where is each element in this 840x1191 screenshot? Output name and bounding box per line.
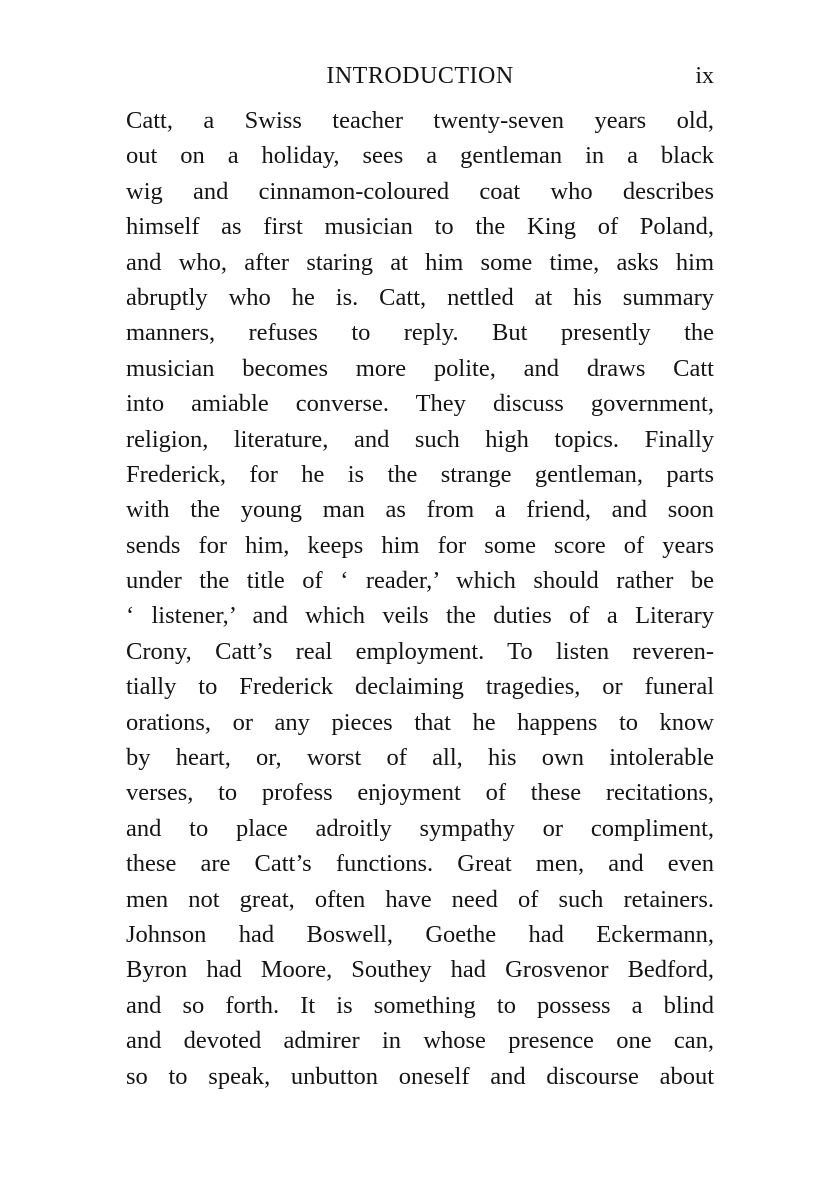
text-line: wig and cinnamon-coloured coat who describes (126, 177, 714, 205)
text-line: Frederick, for he is the strange gentleman, parts (126, 460, 714, 488)
text-line: Byron had Moore, Southey had Grosvenor Bedford, (126, 956, 714, 984)
running-title: INTRODUCTION (326, 63, 514, 89)
text-line: religion, literature, and such high topics. Finally (126, 425, 714, 453)
body-text (126, 103, 714, 1094)
text-line: men not great, often have need of such retainers. (126, 885, 714, 913)
text-line: musician becomes more polite, and draws Catt (126, 354, 714, 382)
text-line: and devoted admirer in whose presence one can, (126, 1027, 714, 1055)
text-line: into amiable converse. They discuss government, (126, 390, 714, 418)
running-head (126, 60, 714, 92)
page-number: ix (695, 63, 714, 89)
text-line: these are Catt’s functions. Great men, and even (126, 850, 714, 878)
text-line: Crony, Catt’s real employment. To listen reveren- (126, 637, 714, 665)
text-line: ‘ listener,’ and which veils the duties of a Literary (126, 602, 714, 630)
text-line: sends for him, keeps him for some score of years (126, 531, 714, 559)
text-line: verses, to profess enjoyment of these recitations, (126, 779, 714, 807)
text-line: out on a holiday, sees a gentleman in a black (126, 142, 714, 170)
text-line: and to place adroitly sympathy or compliment, (126, 814, 714, 842)
text-line: Johnson had Boswell, Goethe had Eckermann, (126, 920, 714, 948)
text-line: himself as first musician to the King of Poland, (126, 213, 714, 241)
text-line: abruptly who he is. Catt, nettled at his summary (126, 283, 714, 311)
text-line: by heart, or, worst of all, his own intolerable (126, 744, 714, 772)
text-line: under the title of ‘ reader,’ which should rather be (126, 567, 714, 595)
text-line: and who, after staring at him some time, asks him (126, 248, 714, 276)
text-line: orations, or any pieces that he happens to know (126, 708, 714, 736)
text-line: so to speak, unbutton oneself and discourse about (126, 1062, 714, 1090)
text-line: Catt, a Swiss teacher twenty-seven years old, (126, 107, 714, 134)
text-line: with the young man as from a friend, and soon (126, 496, 714, 524)
text-line: tially to Frederick declaiming tragedies, or funeral (126, 673, 714, 701)
text-line: manners, refuses to reply. But presently the (126, 319, 714, 347)
text-line: and so forth. It is something to possess a blind (126, 991, 714, 1019)
